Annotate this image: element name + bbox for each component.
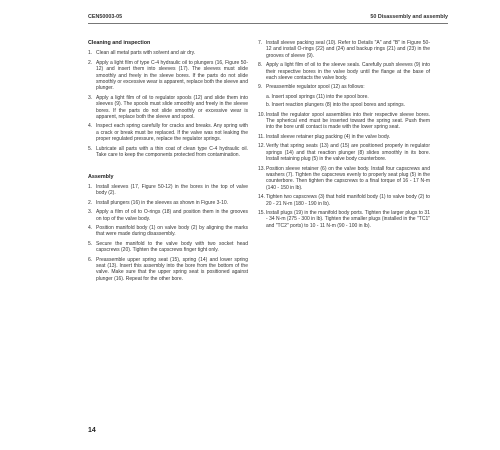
substep: a. Insert spool springs (11) into the spool bore. <box>266 93 369 100</box>
list-item: 6. Preassemble upper spring seat (15), spring (14) and lower spring seat (13). Insert this assembly into the bore from the bottom of the valve. Make sure that the upper spring seat is positioned against plunger (16). Repeat for the other bore. <box>88 256 248 282</box>
cleaning-heading: Cleaning and inspection <box>88 40 151 46</box>
list-item: 7. Install sleeve packing seal (10). Refer to Details "A" and "B" in Figure 50-12 and install O-rings (22) and (24) and backup rings (21) and (23) in the grooves of sleeve (9). <box>258 40 430 59</box>
assembly-heading: Assembly <box>88 173 114 180</box>
header-rule <box>88 23 448 24</box>
list-item: 12. Verify that spring seats (13) and (15) are positioned properly in regulator springs (14) and that reaction plunger (8) slides smoothly in its bore. Install retaining plug (5) in the valve body counterbore. <box>258 143 430 163</box>
list-item: 14. Tighten two capscrews (3) that hold manifold body (1) to valve body (2) to 20 - 21 N-m (180 - 190 in lb). <box>258 194 430 207</box>
list-item: 11. Install sleeve retainer plug packing (4) in the valve body. <box>258 133 391 140</box>
list-item: 1. Clean all metal parts with solvent and air dry. <box>88 50 196 57</box>
list-item: 2. Install plungers (16) in the sleeves as shown in Figure 3-10. <box>88 199 229 206</box>
list-item: 5. Lubricate all parts with a thin coat of clean type C-4 hydraulic oil. Take care to keep the components protected from contamination. <box>88 145 248 159</box>
assembly-steps-final <box>258 112 430 230</box>
list-item: 1. Install sleeves (17, Figure 50-12) in the bores in the top of valve body (2). <box>88 183 248 197</box>
list-item: 10. Install the regulator spool assemblies into their respective sleeve bores. The spherical end must be inserted toward the spring seat. Push them into the bore until contact is made with the lower spring seat. <box>258 111 430 131</box>
list-item: 5. Secure the manifold to the valve body with two socket head capscrews (20). Tighten the capscrews finger tight only. <box>88 240 248 254</box>
list-item: 15. Install plugs (19) in the manifold body ports. Tighten the larger plugs to 31 - 34 N-m (275 - 300 in lb). Tighten the smaller plugs (installed in the "TC1" and "TC2" ports) to 10 - 11 N-m (90 - 100 in lb). <box>258 209 430 229</box>
page-number: 14 <box>88 427 96 434</box>
assembly-steps-continued <box>258 40 430 91</box>
list-item: 4. Position manifold body (1) on valve body (2) by aligning the marks that were made during disassembly. <box>88 224 248 238</box>
section-title: 50 Disassembly and assembly <box>370 14 448 20</box>
substep: b. Insert reaction plungers (8) into the spool bores and springs. <box>266 102 405 109</box>
list-item: 9. Preassemble regulator spool (12) as follows: <box>258 84 365 91</box>
right-column <box>258 40 430 232</box>
assembly-steps <box>88 184 248 282</box>
list-item: 8. Apply a light film of oil to the sleeve seals. Carefully push sleeves (9) into their respective bores in the valve body until the flange at the base of each sleeve contacts the valve body. <box>258 62 430 82</box>
cleaning-steps <box>88 50 248 158</box>
left-column <box>88 40 248 285</box>
list-item: 2. Apply a light film of type C-4 hydraulic oil to plungers (16, Figure 50-12) and insert them into sleeves (17). The sleeves must slide smoothly and freely in the sleeve bores. If the parts do not slide smoothly or excessive wear is apparent, replace both the sleeve and plunger. <box>88 59 248 92</box>
list-item: 13. Position sleeve retainer (6) on the valve body. Install four capscrews and washers (7). Tighten the capscrews evenly to properly seat plug (5) in the counterbore. Then tighten the capscrews to a final torque of 16 - 17 N-m (140 - 150 in lb). <box>258 165 430 191</box>
list-item: 4. Inspect each spring carefully for cracks and breaks. Any spring with a crack or break must be replaced. If the valve was not leaking the proper regulated pressure, replace the regulator springs. <box>88 123 248 143</box>
doc-code: CEN50003-05 <box>88 14 123 20</box>
list-item: 3. Apply a light film of oil to regulator spools (12) and slide them into sleeves (9). The spools must slide smoothly and freely in the sleeve bores. If the parts do not slide smoothly or excessive wear is apparent, replace both the sleeve and spool. <box>88 94 248 121</box>
list-item: 3. Apply a film of oil to O-rings (18) and position them in the grooves on top of the valve body. <box>88 209 248 222</box>
